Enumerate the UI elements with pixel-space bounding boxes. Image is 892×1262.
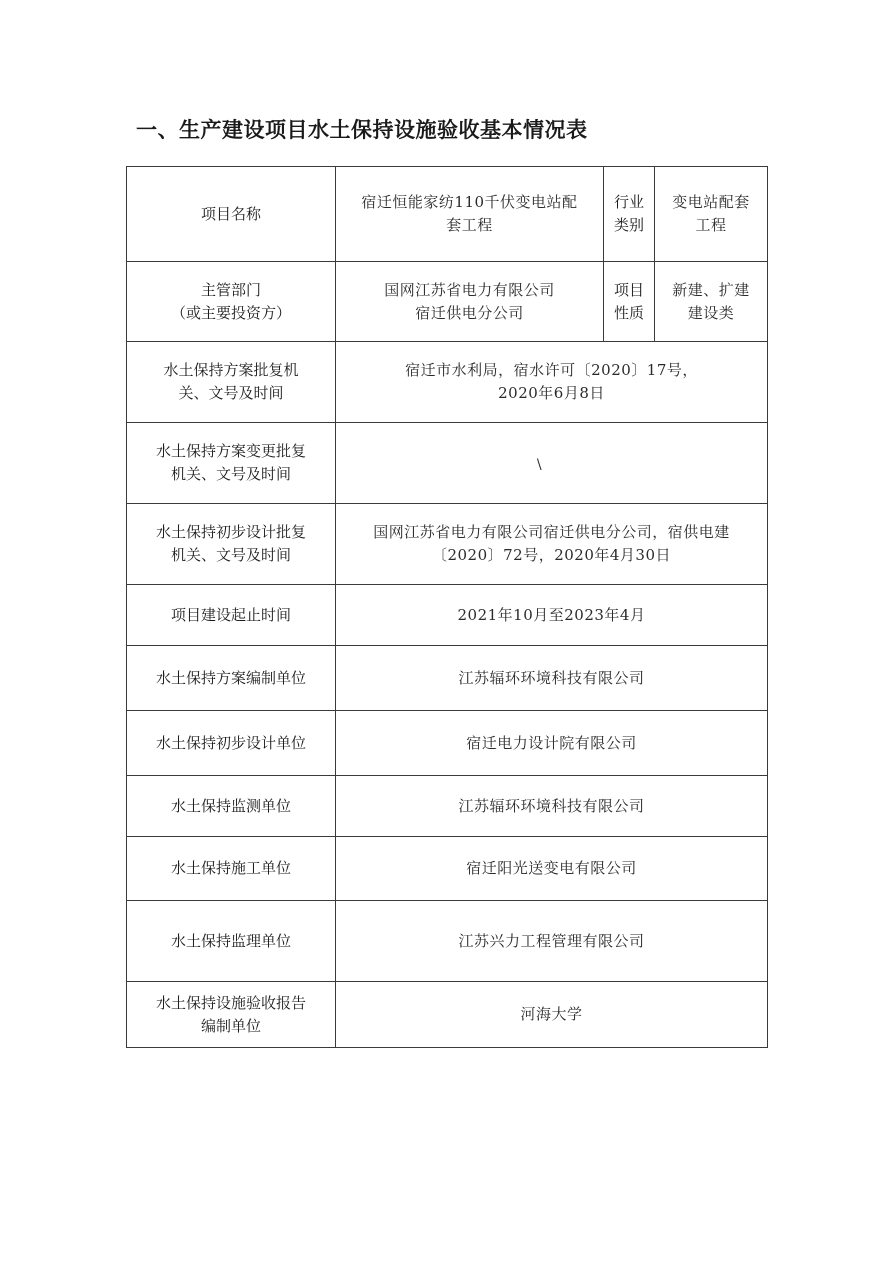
table-row [127, 837, 768, 901]
table-row [127, 982, 768, 1048]
table-row [127, 711, 768, 776]
row-label-plan-compilation-unit: 水土保持方案编制单位 [127, 646, 336, 711]
row-value-plan-compilation-unit: 江苏辐环环境科技有限公司 [336, 646, 768, 711]
row-label-monitoring-unit: 水土保持监测单位 [127, 776, 336, 837]
row-value-monitoring-unit: 江苏辐环环境科技有限公司 [336, 776, 768, 837]
page-title: 一、生产建设项目水土保持设施验收基本情况表 [136, 118, 588, 142]
not-applicable-mark: \ [536, 457, 543, 473]
table-row [127, 504, 768, 585]
row-value-project-name: 宿迁恒能家纺110千伏变电站配 套工程 [336, 167, 604, 262]
row-value-construction-period: 2021年10月至2023年4月 [336, 585, 768, 646]
table-row [127, 342, 768, 423]
table-row [127, 167, 768, 262]
row-value-construction-unit: 宿迁阳光送变电有限公司 [336, 837, 768, 901]
row-label-construction-unit: 水土保持施工单位 [127, 837, 336, 901]
table-row [127, 646, 768, 711]
row-value-plan-change-approval [336, 423, 768, 504]
row-label-supervision-unit: 水土保持监理单位 [127, 901, 336, 982]
row-label-preliminary-design-approval: 水土保持初步设计批复 机关、文号及时间 [127, 504, 336, 585]
row-label-preliminary-design-unit: 水土保持初步设计单位 [127, 711, 336, 776]
table-row [127, 585, 768, 646]
row-label-plan-approval: 水土保持方案批复机 关、文号及时间 [127, 342, 336, 423]
table-row [127, 776, 768, 837]
row-value-supervision-unit: 江苏兴力工程管理有限公司 [336, 901, 768, 982]
row-value-acceptance-report-unit: 河海大学 [336, 982, 768, 1048]
row-value-competent-department: 国网江苏省电力有限公司 宿迁供电分公司 [336, 262, 604, 342]
row-value-project-nature: 新建、扩建 建设类 [655, 262, 768, 342]
row-label-project-nature: 项目 性质 [604, 262, 655, 342]
row-value-preliminary-design-approval: 国网江苏省电力有限公司宿迁供电分公司，宿供电建 〔2020〕72号，2020年4月30日 [336, 504, 768, 585]
row-label-project-name: 项目名称 [127, 167, 336, 262]
table-row [127, 423, 768, 504]
row-value-industry-category: 变电站配套 工程 [655, 167, 768, 262]
row-label-construction-period: 项目建设起止时间 [127, 585, 336, 646]
row-label-acceptance-report-unit: 水土保持设施验收报告 编制单位 [127, 982, 336, 1048]
row-label-competent-department: 主管部门 （或主要投资方） [127, 262, 336, 342]
basic-info-table [126, 166, 768, 1048]
row-label-industry-category: 行业 类别 [604, 167, 655, 262]
row-value-plan-approval: 宿迁市水利局，宿水许可〔2020〕17号， 2020年6月8日 [336, 342, 768, 423]
row-label-plan-change-approval: 水土保持方案变更批复 机关、文号及时间 [127, 423, 336, 504]
table-row [127, 262, 768, 342]
table-row [127, 901, 768, 982]
row-value-preliminary-design-unit: 宿迁电力设计院有限公司 [336, 711, 768, 776]
